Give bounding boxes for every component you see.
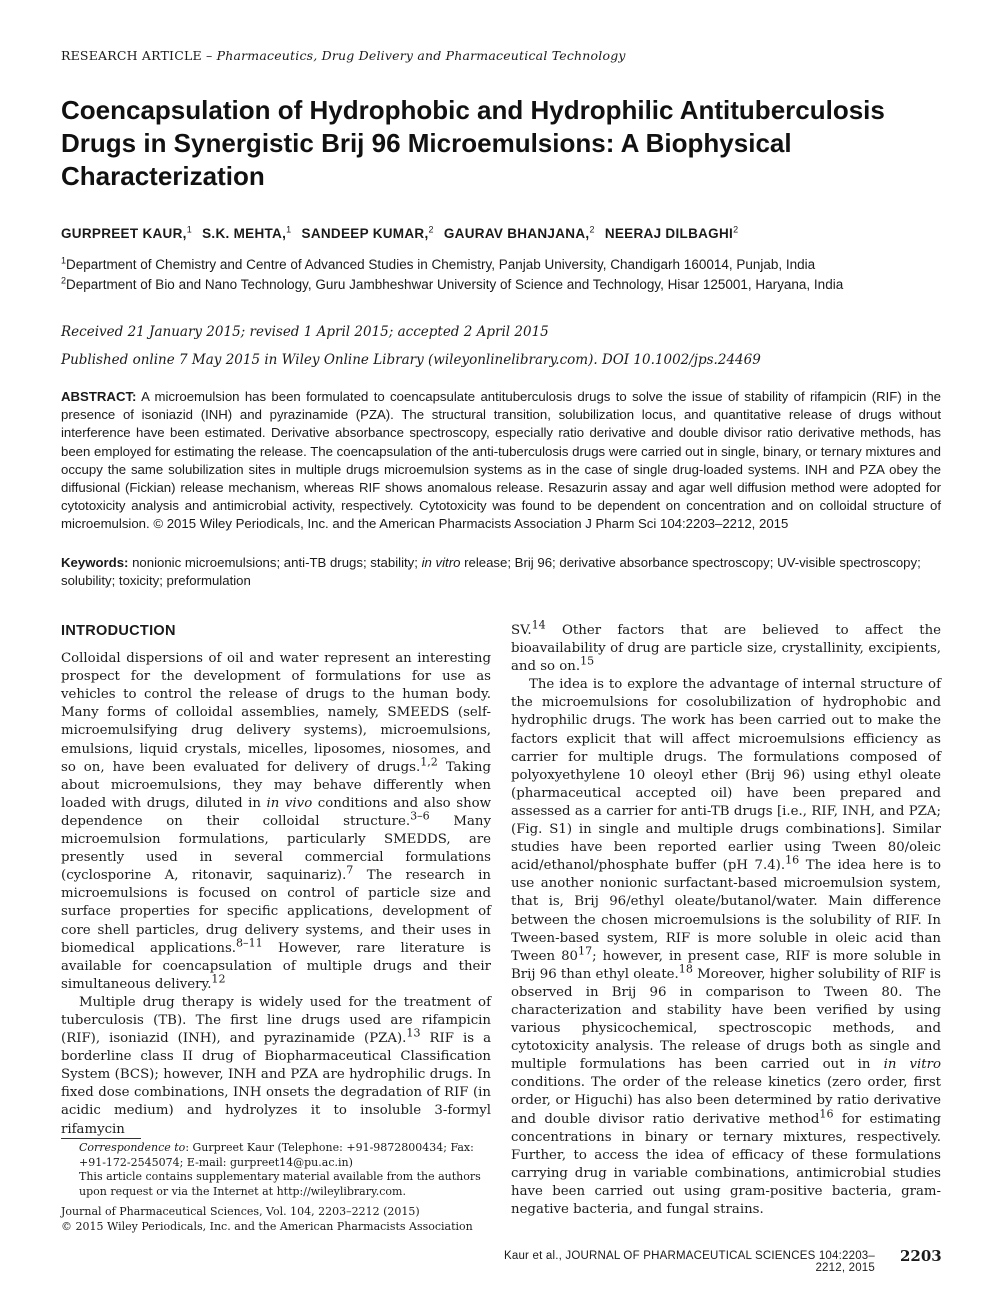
copyright-note: © 2015 Wiley Periodicals, Inc. and the American Pharmacists Association <box>61 1219 473 1233</box>
author-list <box>61 226 744 241</box>
left-column <box>61 622 491 1139</box>
keywords: Keywords: nonionic microemulsions; anti-TB drugs; stability; in vitro release; Brij 96; derivative absorbance spectroscopy; UV-visible spectroscopy; solubility; toxicity; preformulation <box>61 555 921 589</box>
journal-citation: Journal of Pharmaceutical Sciences, Vol. 104, 2203–2212 (2015) <box>61 1205 420 1218</box>
supplementary-note: This article contains supplementary material available from the authors upon request or via the Internet at http://wileylibrary.com. <box>79 1170 481 1198</box>
abstract-label: ABSTRACT: <box>61 389 137 404</box>
journal-section: Pharmaceutics, Drug Delivery and Pharmaceutical Technology <box>216 48 626 63</box>
affiliation: $^2$Department of Bio and Nano Technology, Guru Jambheshwar University of Science and Technology, Hisar 125001, Haryana, India <box>61 275 844 292</box>
header-separator: – <box>201 48 217 63</box>
running-header <box>61 48 626 63</box>
running-footer: Kaur et al., JOURNAL OF PHARMACEUTICAL SCIENCES 104:2203–2212, 2015 <box>503 1250 875 1274</box>
received-dates: Received 21 January 2015; revised 1 April 2015; accepted 2 April 2015 <box>61 324 549 340</box>
correspondence-note: Correspondence to: Gurpreet Kaur (Telephone: +91-9872800434; Fax: +91-172-2545074; E-mail: gurpreet14@pu.ac.in) <box>79 1141 474 1169</box>
keywords-label: Keywords: <box>61 555 129 570</box>
section-heading: INTRODUCTION <box>61 623 176 639</box>
paragraph: SV.$^{14}$ Other factors that are believed to affect the bioavailability of drug are particle size, crystallinity, excipients, and so on.$^{15}$ <box>511 618 941 675</box>
right-column <box>511 618 942 1219</box>
article-type: RESEARCH ARTICLE <box>61 48 202 63</box>
published-info: Published online 7 May 2015 in Wiley Online Library (wileyonlinelibrary.com). DOI 10.1002/jps.24469 <box>61 352 761 368</box>
abstract-text: A microemulsion has been formulated to coencapsulate antituberculosis drugs to solve the issue of stability of rifampicin (RIF) in the presence of isoniazid (INH) and pyrazinamide (PZA). The structural transition, solubilization locus, and quantitative release of drugs without interference have been estimated. Derivative absorbance spectroscopy, especially ratio derivative and double divisor ratio derivative methods, has been employed for estimating the release. The coencapsulation of the anti-tuberculosis drugs were carried out in single, binary, or ternary mixtures and occupy the same solubilization sites in multiple drugs microemulsion systems as in the case of single drug-loaded systems. INH and PZA obey the diffusional (Fickian) release mechanism, whereas RIF shows anomalous release. Resazurin assay and agar well diffusion method were adopted for cytotoxicity analysis and antimicrobial activity, respectively. Cytotoxicity was found to be dependent on concentration and on colloidal structure of microemulsion. © 2015 Wiley Periodicals, Inc. and the American Pharmacists Association J Pharm Sci 104:2203–2212, 2015 <box>61 389 941 532</box>
footnote-divider <box>61 1138 141 1139</box>
abstract <box>61 388 941 534</box>
author: NEERAJ DILBAGHI$^2$ <box>604 224 739 241</box>
article-title: Coencapsulation of Hydrophobic and Hydrophilic Antituberculosis Drugs in Synergistic Brij 96 Microemulsions: A Biophysical Characterization <box>61 95 885 191</box>
affiliation: $^1$Department of Chemistry and Centre of Advanced Studies in Chemistry, Panjab University, Chandigarh 160014, Punjab, India <box>61 255 816 272</box>
author: GURPREET KAUR,$^1$ <box>61 224 193 241</box>
author: SANDEEP KUMAR,$^2$ <box>301 224 434 241</box>
author: GAURAV BHANJANA,$^2$ <box>443 224 595 241</box>
publication-dates <box>61 318 761 374</box>
paragraph: Colloidal dispersions of oil and water represent an interesting prospect for the development of formulations for use as vehicles to control the release of drugs to the human body. Many forms of colloidal assemblies, namely, SMEEDS (self-microemulsifying drug delivery systems), microemulsions, emulsions, liquid crystals, micelles, liposomes, niosomes, and so on, have been evaluated for delivery of drugs.$^{1,2}$ Taking about microemulsions, they may behave differently when loaded with drugs, diluted in in vivo conditions and also show dependence on their colloidal structure.$^{3-6}$ Many microemulsion formulations, particularly SMEDDS, are presently used in several commercial formulations (cyclosporine A, ritonavir, saquinariz).$^7$ The research in microemulsions is focused on control of particle size and surface properties for specific applications, development of core shell particles, drug delivery systems, and their uses in biomedical applications.$^{8-11}$ However, rare literature is available for coencapsulation of multiple drugs and their simultaneous delivery.$^{12}$ <box>61 651 492 992</box>
affiliations <box>61 255 843 295</box>
paragraph: The idea is to explore the advantage of internal structure of the microemulsions for cosolubilization of hydrophobic and hydrophilic drugs. The work has been carried out to make the factors explicit that will affect microemulsions efficiency as carrier for multiple drugs. The formulations composed of polyoxyethylene 10 oleoyl ether (Brij 96) using ethyl oleate (pharmaceutical accepted oil) have been prepared and assessed as a carrier for anti-TB drugs [i.e., RIF, INH, and PZA; (Fig. S1) in single and multiple drugs combinations]. Similar studies have been reported earlier using Tween 80/oleic acid/ethanol/phosphate buffer (pH 7.4).$^{16}$ The idea here is to use another nonionic surfactant-based microemulsion system, that is, Brij 96/ethyl oleate/butanol/water. Main difference between the chosen microemulsions is the solubility of RIF. In Tween-based system, RIF is more soluble in oleic acid than Tween $80^{17}$; however, in present case, RIF is more soluble in Brij 96 than ethyl oleate.$^{18}$ Moreover, higher solubility of RIF is observed in Brij 96 in comparison to Tween 80. The characterization and stability have been verified by using various physicochemical, spectroscopic methods, and cytotoxicity analysis. The release of drugs both as single and multiple formulations has been carried out in in vitro conditions. The order of the release kinetics (zero order, first order, or Higuchi) has also been determined by ratio derivative and double divisor ratio derivative method$^{16}$ for estimating concentrations in binary or ternary mixtures, respectively. Further, to access the idea of efficacy of these formulations carrying drug in variable combinations, antimicrobial studies have been carried out using gram-positive bacteria, gram-negative bacteria, and fungal strains. <box>511 677 942 1217</box>
footnotes <box>61 1141 491 1234</box>
author: S.K. MEHTA,$^1$ <box>202 224 292 241</box>
page-number: 2203 <box>900 1247 942 1265</box>
paragraph: Multiple drug therapy is widely used for the treatment of tuberculosis (TB). The first line drugs used are rifampicin (RIF), isoniazid (INH), and pyrazinamide (PZA).$^{13}$ RIF is a borderline class II drug of Biopharmaceutical Classification System (BCS); however, INH and PZA are hydrophilic drugs. In fixed dose combinations, INH onsets the degradation of RIF (in acidic medium) and hydrolyzes it to insoluble 3-formyl rifamycin <box>61 994 491 1137</box>
